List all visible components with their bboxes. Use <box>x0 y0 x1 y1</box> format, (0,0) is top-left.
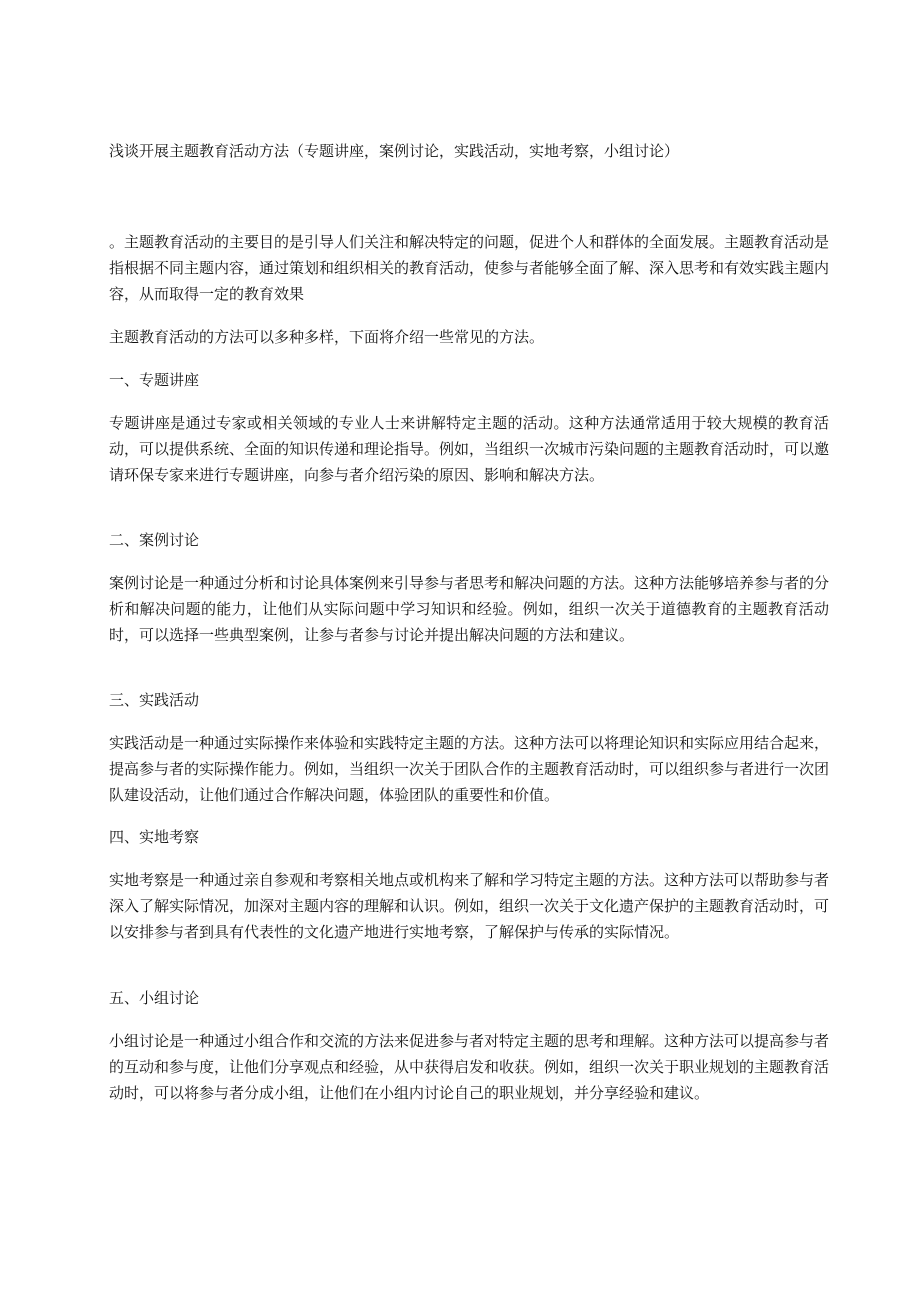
methods-intro-paragraph: 主题教育活动的方法可以多种多样，下面将介绍一些常见的方法。 <box>109 328 545 346</box>
section-text-group-discussion: 小组讨论是一种通过小组合作和交流的方法来促进参与者对特定主题的思考和理解。这种方法可以提高参与者的互动和参与度，让他们分享观点和经验，从中获得启发和收获。例如，组织一次关于职业规划的主题教育活动时，可以将参与者分成小组，让他们在小组内讨论自己的职业规划，并分享经验和建议。 <box>109 1032 830 1102</box>
section-text-lecture: 专题讲座是通过专家或相关领域的专业人士来讲解特定主题的活动。这种方法通常适用于较大规模的教育活动，可以提供系统、全面的知识传递和理论指导。例如，当组织一次城市污染问题的主题教育活动时，可以邀请环保专家来进行专题讲座，向参与者介绍污染的原因、影响和解决方法。 <box>109 414 830 484</box>
document-title: 浅谈开展主题教育活动方法（专题讲座，案例讨论，实践活动，实地考察，小组讨论） <box>109 142 680 160</box>
section-heading-lecture: 一、专题讲座 <box>109 371 200 389</box>
section-heading-group-discussion: 五、小组讨论 <box>109 989 200 1007</box>
section-text-practice: 实践活动是一种通过实际操作来体验和实践特定主题的方法。这种方法可以将理论知识和实际应用结合起来，提高参与者的实际操作能力。例如，当组织一次关于团队合作的主题教育活动时，可以组织参与者进行一次团队建设活动，让他们通过合作解决问题，体验团队的重要性和价值。 <box>109 734 830 804</box>
section-text-field-study: 实地考察是一种通过亲自参观和考察相关地点或机构来了解和学习特定主题的方法。这种方法可以帮助参与者深入了解实际情况，加深对主题内容的理解和认识。例如，组织一次关于文化遗产保护的主题教育活动时，可以安排参与者到具有代表性的文化遗产地进行实地考察，了解保护与传承的实际情况。 <box>109 871 830 941</box>
section-heading-field-study: 四、实地考察 <box>109 828 200 846</box>
section-heading-case-discussion: 二、案例讨论 <box>109 531 200 549</box>
intro-paragraph: 。主题教育活动的主要目的是引导人们关注和解决特定的问题，促进个人和群体的全面发展。主题教育活动是指根据不同主题内容，通过策划和组织相关的教育活动，使参与者能够全面了解、深入思考和有效实践主题内容，从而取得一定的教育效果 <box>109 233 830 303</box>
section-heading-practice: 三、实践活动 <box>109 691 200 709</box>
section-text-case-discussion: 案例讨论是一种通过分析和讨论具体案例来引导参与者思考和解决问题的方法。这种方法能够培养参与者的分析和解决问题的能力，让他们从实际问题中学习知识和经验。例如，组织一次关于道德教育的主题教育活动时，可以选择一些典型案例，让参与者参与讨论并提出解决问题的方法和建议。 <box>109 574 830 644</box>
